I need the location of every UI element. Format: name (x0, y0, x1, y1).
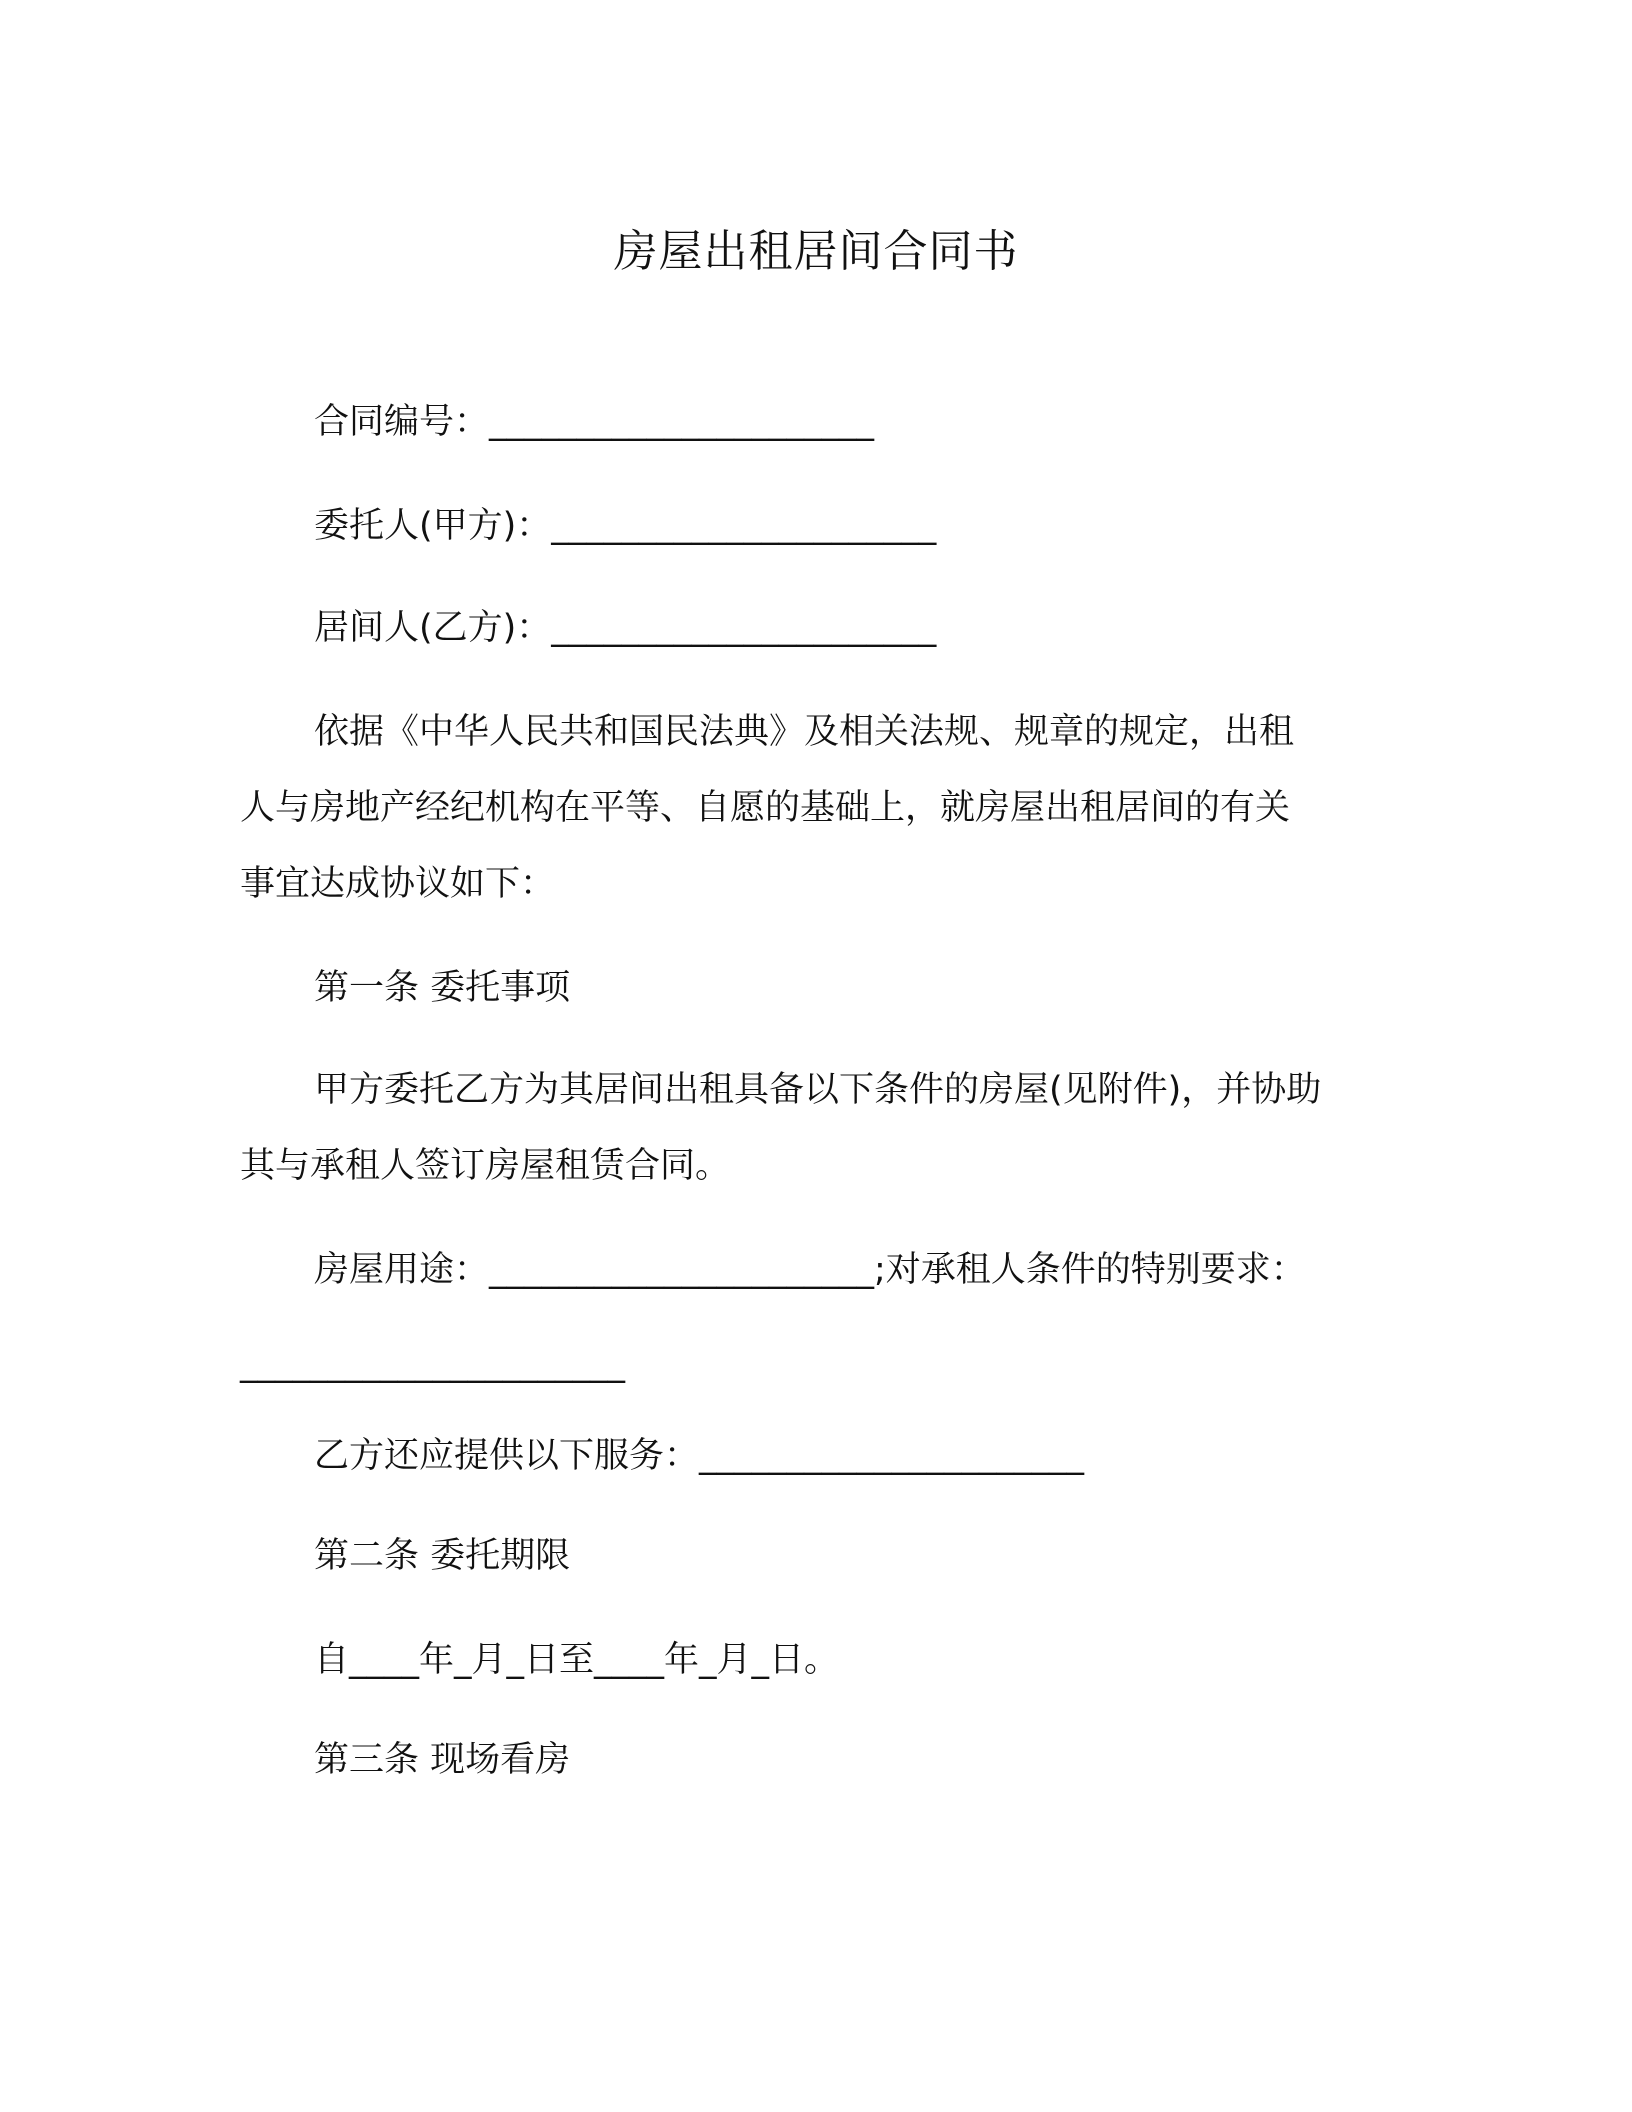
article1-heading: 第一条 委托事项 (314, 968, 571, 1008)
article2-heading: 第二条 委托期限 (314, 1536, 571, 1576)
document-title: 房屋出租居间合同书 (613, 226, 1019, 277)
intermediary-party-b-field: 居间人(乙方)：______________________ (314, 608, 937, 648)
preamble-line: 事宜达成协议如下： (240, 864, 556, 904)
article3-heading: 第三条 现场看房 (314, 1740, 571, 1780)
entrustment-period-line: 自____年_月_日至____年_月_日。 (314, 1640, 840, 1680)
article1-body-line: 甲方委托乙方为其居间出租具备以下条件的房屋(见附件)，并协助 (314, 1070, 1322, 1110)
article1-body-line: 其与承租人签订房屋租赁合同。 (240, 1146, 731, 1186)
contract-number-field: 合同编号：______________________ (314, 402, 875, 442)
preamble-line: 人与房地产经纪机构在平等、自愿的基础上，就房屋出租居间的有关 (240, 788, 1291, 828)
additional-services-field: 乙方还应提供以下服务：______________________ (314, 1436, 1085, 1476)
tenant-requirements-blank: ______________________ (240, 1344, 625, 1384)
house-usage-field: 房屋用途：______________________;对承租人条件的特别要求： (314, 1250, 1306, 1290)
preamble-line: 依据《中华人民共和国民法典》及相关法规、规章的规定，出租 (314, 712, 1295, 752)
principal-party-a-field: 委托人(甲方)：______________________ (314, 506, 937, 546)
